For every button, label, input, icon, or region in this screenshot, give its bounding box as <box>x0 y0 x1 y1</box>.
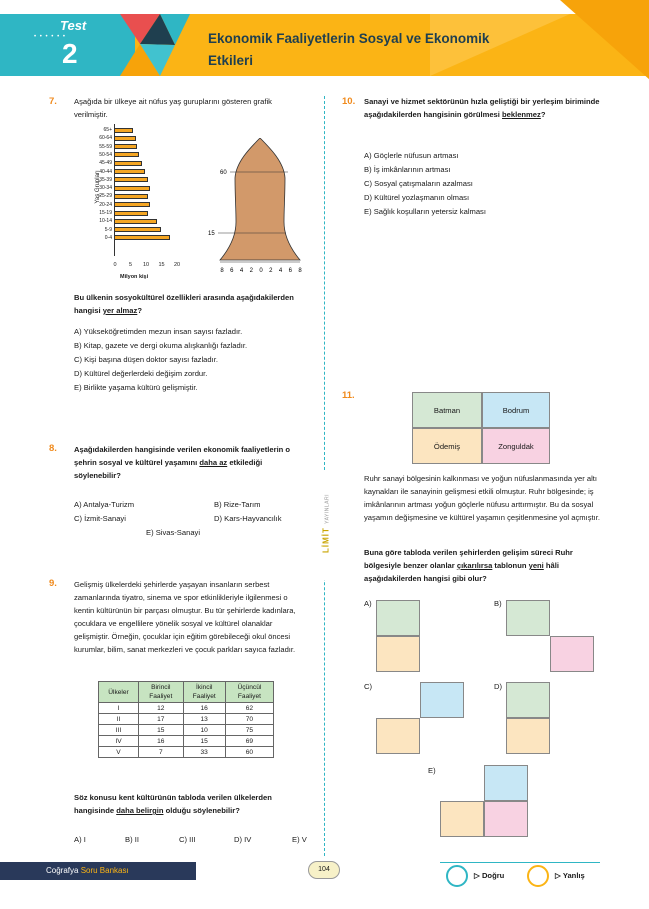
option-c-label[interactable]: C) <box>364 682 373 691</box>
table-cell: 13 <box>183 714 225 725</box>
option-e[interactable]: E) V <box>292 835 307 844</box>
table-cell: 75 <box>225 725 273 736</box>
table-row <box>99 747 274 758</box>
option-a[interactable]: A) I <box>74 835 86 844</box>
option-b-label[interactable]: B) <box>494 599 502 608</box>
pyramid-shape <box>220 138 300 260</box>
option-d[interactable]: D) Kars-Hayvancılık <box>214 514 282 523</box>
option-c[interactable]: C) III <box>179 835 196 844</box>
table-row <box>99 703 274 714</box>
question-number: 10. <box>342 96 356 107</box>
bar <box>114 169 145 174</box>
table-cell: 12 <box>139 703 184 714</box>
question-number: 8. <box>49 443 57 454</box>
table-cell: 15 <box>183 736 225 747</box>
bar <box>114 152 139 157</box>
bar-category-label: 50-54 <box>99 151 112 158</box>
cell-odemis: Ödemiş <box>412 428 482 464</box>
pyramid-x-tick: 6 <box>230 268 234 274</box>
table-cell: III <box>99 725 139 736</box>
bar <box>114 177 148 182</box>
option-d-cell[interactable] <box>506 682 550 718</box>
pyramid-x-tick: 2 <box>249 268 253 274</box>
question-stem: Söz konusu kent kültürünün tabloda verilen ülkelerden hangisinde daha belirgin olduğu söylenebilir? <box>74 793 272 815</box>
pyramid-x-tick: 2 <box>269 268 273 274</box>
col-header: Birincil Faaliyet <box>139 682 184 703</box>
x-tick-label: 15 <box>158 262 165 268</box>
table-cell: 70 <box>225 714 273 725</box>
pyramid-x-tick: 4 <box>278 268 283 274</box>
option-c-cell[interactable] <box>376 718 420 754</box>
test-number: 2 <box>62 38 78 69</box>
table-cell: 62 <box>225 703 273 714</box>
x-tick-label: 0 <box>113 262 117 268</box>
table-cell: 60 <box>225 747 273 758</box>
pyramid-x-tick: 0 <box>259 268 263 274</box>
y-axis-label: Yaş Grupları <box>95 170 101 204</box>
question-text: Ruhr sanayi bölgesinin kalkınması ve yoğun nüfuslanmasında yer altı kaynakları ile sanayinin gelişmesi etkili olmuştur. Ruhr bölgesinde; iş imkânlarının artması yoğun göçlerle nüfusu arttırmıştır. Bu da sosyal yaşamın değişmesine ve kültürel yaşamın çeşitlenmesine yol açmıştır. <box>364 474 600 522</box>
table-header-row <box>99 682 274 703</box>
bar-category-label: 35-39 <box>99 176 112 183</box>
option-d[interactable]: D) Kültürel yozlaşmanın olması <box>364 193 470 202</box>
cell-bodrum: Bodrum <box>482 392 550 428</box>
bar <box>114 227 161 232</box>
pyramid-x-tick: 8 <box>298 268 302 274</box>
options-list <box>74 325 306 395</box>
x-tick-label: 10 <box>142 262 150 268</box>
x-tick-label: 5 <box>128 262 133 268</box>
table-cell: 10 <box>183 725 225 736</box>
bar-category-label: 0-4 <box>104 234 112 241</box>
option-a-label[interactable]: A) <box>364 599 372 608</box>
book-title: Coğrafya Soru Bankası <box>46 866 129 875</box>
option-e[interactable]: E) Sağlık koşulların yetersiz kalması <box>364 207 486 216</box>
table-cell: II <box>99 714 139 725</box>
question-stem: Sanayi ve hizmet sektörünün hızla geliştiği bir yerleşim biriminde aşağıdakilerden hangisinin görülmesi beklenmez? <box>364 97 600 119</box>
option-a[interactable]: A) Yükseköğretimden mezun insan sayısı fazladır. <box>74 327 243 336</box>
bar <box>114 202 150 207</box>
table-cell: I <box>99 703 139 714</box>
option-e-cell[interactable] <box>484 765 528 801</box>
question-text: Gelişmiş ülkelerdeki şehirlerde yaşayan insanların serbest zamanlarında tiyatro, sinema ve spor etkinlikleriyle ilgilenmesi o kentin kültürünün bir parçası olmuştur. Bu tür şehirlerde kadınlara, çocuklara ve engellilere yönelik sosyal ve kültürel olanaklar gelişmiştir. Örneğin, çocuklar için eğitim görebileceği okul öncesi kurumlar, bilim, sanat merkezleri ve çocuk parkları sayıca fazladır. <box>74 580 296 654</box>
marker-60: 60 <box>220 170 227 176</box>
bar <box>114 211 148 216</box>
question-text: Aşağıda bir ülkeye ait nüfus yaş guruplarını gösteren grafik verilmiştir. <box>74 97 272 119</box>
answer-line <box>440 862 600 863</box>
option-c[interactable]: C) İzmit-Sanayi <box>74 514 126 523</box>
col-header: İkincil Faaliyet <box>183 682 225 703</box>
option-a[interactable]: A) Antalya-Turizm <box>74 500 135 509</box>
option-e-cell[interactable] <box>484 801 528 837</box>
question-stem: Aşağıdakilerden hangisinde verilen ekonomik faaliyetlerin o şehrin sosyal ve kültürel yaşamını daha az etkilediği söylenebilir? <box>74 445 291 480</box>
page-title: Ekonomik Faaliyetlerin Sosyal ve Ekonomik Etkileri <box>208 31 490 68</box>
correct-circle-icon[interactable] <box>446 865 468 887</box>
table-row <box>99 725 274 736</box>
option-e-label[interactable]: E) <box>428 766 436 775</box>
col-header: Üçüncül Faaliyet <box>225 682 273 703</box>
bar-category-label: 30-34 <box>99 185 112 192</box>
x-tick-label: 20 <box>173 262 181 268</box>
x-axis-label: Milyon kişi <box>120 274 149 280</box>
option-d-cell[interactable] <box>506 718 550 754</box>
table-cell: 69 <box>225 736 273 747</box>
option-e-cell[interactable] <box>440 801 484 837</box>
table-cell: V <box>99 747 139 758</box>
option-b[interactable]: B) İş imkânlarının artması <box>364 165 451 174</box>
data-table <box>98 681 274 758</box>
test-label: Test <box>60 18 87 33</box>
bar-category-label: 25-29 <box>99 193 112 200</box>
option-d[interactable]: D) IV <box>234 835 252 844</box>
question-number: 9. <box>49 578 57 589</box>
bar-chart <box>70 124 220 284</box>
bar-category-label: 55-59 <box>99 143 112 150</box>
cell-batman: Batman <box>412 392 482 428</box>
bar <box>114 128 133 133</box>
option-e[interactable]: E) Sivas-Sanayi <box>146 528 201 537</box>
pyramid-x-tick: 8 <box>220 268 224 274</box>
table-cell: 15 <box>139 725 184 736</box>
bar-category-label: 5-9 <box>104 226 112 233</box>
option-d[interactable]: D) Kültürel değerlerdeki değişim zordur. <box>74 369 208 378</box>
bar-category-label: 60-64 <box>99 135 112 142</box>
option-b[interactable]: B) Kitap, gazete ve dergi okuma alışkanlığı fazladır. <box>74 341 248 350</box>
question-stem: Buna göre tabloda verilen şehirlerden gelişim süreci Ruhr bölgesiyle benzer olanlar çıkarılırsa tablonun yeni hâli aşağıdakilerden hangisi gibi olur? <box>364 548 573 583</box>
col-header: Ülkeler <box>99 682 139 703</box>
question-number: 7. <box>49 96 57 107</box>
bar <box>114 161 142 166</box>
option-a-cell[interactable] <box>376 600 420 636</box>
bar-category-label: 20-24 <box>99 201 112 208</box>
wrong-circle-icon[interactable] <box>527 865 549 887</box>
header-decoration <box>560 0 649 80</box>
option-b[interactable]: B) Rize-Tarım <box>214 500 261 509</box>
correct-label: ▷ Doğru <box>474 871 505 880</box>
question-stem: Bu ülkenin sosyokültürel özellikleri arasında aşağıdakilerden hangisi yer almaz? <box>74 293 294 315</box>
bar-category-label: 40-44 <box>99 168 112 175</box>
option-b[interactable]: B) II <box>125 835 139 844</box>
option-c[interactable]: C) Kişi başına düşen doktor sayısı fazladır. <box>74 355 218 364</box>
bar <box>114 144 137 149</box>
bar <box>114 235 170 240</box>
bar <box>114 194 148 199</box>
y-axis-line <box>114 124 115 256</box>
test-dots: • • • • • • <box>34 34 66 40</box>
page-number: 104 <box>308 861 340 879</box>
bar-category-label: 65+ <box>103 127 112 133</box>
bar <box>114 136 136 141</box>
bar <box>114 186 150 191</box>
option-a[interactable]: A) Göçlerle nüfusun artması <box>364 151 459 160</box>
option-e[interactable]: E) Birlikte yaşama kültürü gelişmiştir. <box>74 383 198 392</box>
table-cell: 17 <box>139 714 184 725</box>
pyramid-x-tick: 6 <box>288 268 292 274</box>
option-b-cell[interactable] <box>550 636 594 672</box>
option-d-label[interactable]: D) <box>494 682 503 691</box>
table-cell: IV <box>99 736 139 747</box>
bar-category-label: 45-49 <box>99 160 112 167</box>
table-cell: 33 <box>183 747 225 758</box>
marker-15: 15 <box>208 231 215 237</box>
table-row <box>99 736 274 747</box>
pyramid-shape-chart <box>200 138 310 278</box>
bar-category-label: 15-19 <box>99 210 112 216</box>
table-cell: 16 <box>183 703 225 714</box>
option-a-cell[interactable] <box>376 636 420 672</box>
cell-zonguldak: Zonguldak <box>482 428 550 464</box>
bar-category-label: 10-14 <box>99 218 112 225</box>
question-number: 11. <box>342 390 355 401</box>
table-row <box>99 714 274 725</box>
option-b-cell[interactable] <box>506 600 550 636</box>
table-cell: 7 <box>139 747 184 758</box>
page-header <box>0 0 649 80</box>
table-cell: 16 <box>139 736 184 747</box>
bar <box>114 219 157 224</box>
option-c-cell[interactable] <box>420 682 464 718</box>
pyramid-x-tick: 4 <box>239 268 244 274</box>
option-c[interactable]: C) Sosyal çatışmaların azalması <box>364 179 473 188</box>
publisher-logo: LİMİT YAYINLARI <box>321 494 331 554</box>
header-geometric-icon <box>120 14 190 76</box>
options-list <box>364 149 606 219</box>
wrong-label: ▷ Yanlış <box>555 871 585 880</box>
